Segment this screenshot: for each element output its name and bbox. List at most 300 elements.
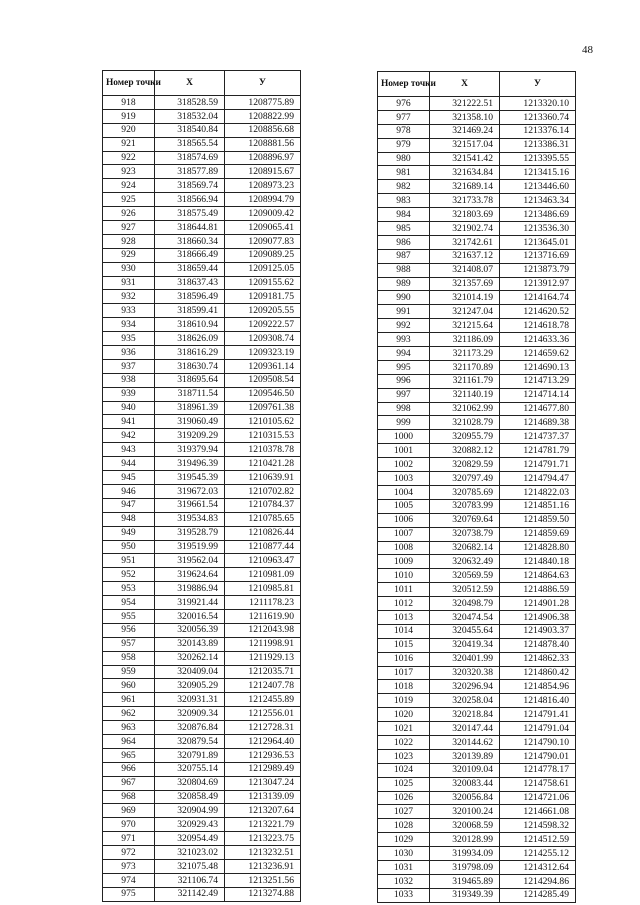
point-number-cell: 971 (103, 832, 155, 846)
y-coordinate-cell: 1214864.63 (500, 569, 576, 583)
point-number-cell: 967 (103, 776, 155, 790)
x-coordinate-cell: 320569.59 (430, 569, 500, 583)
y-coordinate-cell: 1209205.55 (225, 304, 301, 318)
x-coordinate-cell: 319519.99 (155, 540, 225, 554)
x-coordinate-cell: 320738.79 (430, 527, 500, 541)
point-number-cell: 1028 (378, 819, 430, 833)
point-number-cell: 958 (103, 651, 155, 665)
point-number-cell: 969 (103, 804, 155, 818)
y-coordinate-cell: 1213047.24 (225, 776, 301, 790)
y-coordinate-cell: 1213207.64 (225, 804, 301, 818)
table-row (378, 652, 576, 666)
y-coordinate-cell: 1209323.19 (225, 346, 301, 360)
x-coordinate-cell: 319496.39 (155, 457, 225, 471)
table-row (103, 554, 301, 568)
x-coordinate-cell: 319934.09 (430, 847, 500, 861)
point-number-cell: 1024 (378, 763, 430, 777)
table-row (378, 583, 576, 597)
point-number-cell: 985 (378, 222, 430, 236)
table-row (378, 458, 576, 472)
page-number: 48 (582, 44, 593, 56)
table-row (103, 832, 301, 846)
point-number-cell: 1022 (378, 735, 430, 749)
point-number-cell: 982 (378, 180, 430, 194)
table-row (103, 262, 301, 276)
x-coordinate-cell: 321075.48 (155, 859, 225, 873)
y-coordinate-cell: 1214901.28 (500, 597, 576, 611)
x-coordinate-cell: 320144.62 (430, 735, 500, 749)
x-coordinate-cell: 321408.07 (430, 263, 500, 277)
table-row (103, 887, 301, 901)
point-number-cell: 949 (103, 526, 155, 540)
point-number-cell: 952 (103, 568, 155, 582)
y-coordinate-cell: 1213716.69 (500, 249, 576, 263)
x-coordinate-cell: 320909.34 (155, 707, 225, 721)
x-coordinate-cell: 319921.44 (155, 596, 225, 610)
x-coordinate-cell: 320682.14 (430, 541, 500, 555)
y-coordinate-cell: 1208822.99 (225, 109, 301, 123)
table-header-row (103, 71, 301, 96)
point-number-cell: 942 (103, 429, 155, 443)
point-number-cell: 1016 (378, 652, 430, 666)
y-coordinate-cell: 1210378.78 (225, 443, 301, 457)
x-coordinate-cell: 321215.64 (430, 319, 500, 333)
table-row (103, 165, 301, 179)
point-number-cell: 1023 (378, 749, 430, 763)
table-row (103, 540, 301, 554)
y-coordinate-cell: 1211619.90 (225, 609, 301, 623)
x-coordinate-cell: 318961.39 (155, 401, 225, 415)
table-row (378, 374, 576, 388)
x-coordinate-cell: 320904.99 (155, 804, 225, 818)
table-row (378, 555, 576, 569)
x-coordinate-cell: 320258.04 (430, 694, 500, 708)
point-number-cell: 962 (103, 707, 155, 721)
table-row (103, 623, 301, 637)
x-coordinate-cell: 320882.12 (430, 444, 500, 458)
x-coordinate-cell: 318626.09 (155, 332, 225, 346)
table-row (378, 805, 576, 819)
x-coordinate-cell: 320632.49 (430, 555, 500, 569)
x-coordinate-cell: 320512.59 (430, 583, 500, 597)
y-coordinate-cell: 1208775.89 (225, 96, 301, 110)
table-row (103, 748, 301, 762)
x-coordinate-cell: 318596.49 (155, 290, 225, 304)
y-coordinate-cell: 1212964.40 (225, 734, 301, 748)
x-coordinate-cell: 321173.29 (430, 347, 500, 361)
point-number-cell: 960 (103, 679, 155, 693)
y-coordinate-cell: 1210985.81 (225, 582, 301, 596)
y-coordinate-cell: 1214790.01 (500, 749, 576, 763)
y-coordinate-cell: 1214781.79 (500, 444, 576, 458)
x-coordinate-cell: 320139.89 (430, 749, 500, 763)
y-coordinate-cell: 1214285.49 (500, 888, 576, 902)
y-coordinate-cell: 1210315.53 (225, 429, 301, 443)
point-number-cell: 994 (378, 347, 430, 361)
y-coordinate-cell: 1213446.60 (500, 180, 576, 194)
header-point-number: Номер точки (103, 71, 155, 96)
y-coordinate-cell: 1214816.40 (500, 694, 576, 708)
y-coordinate-cell: 1210639.91 (225, 471, 301, 485)
table-row (378, 277, 576, 291)
x-coordinate-cell: 319798.09 (430, 860, 500, 874)
y-coordinate-cell: 1213223.75 (225, 832, 301, 846)
y-coordinate-cell: 1213320.10 (500, 97, 576, 111)
x-coordinate-cell: 320262.14 (155, 651, 225, 665)
x-coordinate-cell: 318695.64 (155, 373, 225, 387)
table-row (378, 360, 576, 374)
x-coordinate-cell: 319528.79 (155, 526, 225, 540)
y-coordinate-cell: 1209361.14 (225, 359, 301, 373)
x-coordinate-cell: 320858.49 (155, 790, 225, 804)
y-coordinate-cell: 1214737.37 (500, 430, 576, 444)
table-row (103, 651, 301, 665)
x-coordinate-cell: 319624.64 (155, 568, 225, 582)
table-row (103, 804, 301, 818)
y-coordinate-cell: 1210105.62 (225, 415, 301, 429)
coordinates-table-right (377, 71, 576, 903)
table-row (103, 248, 301, 262)
table-row (103, 818, 301, 832)
x-coordinate-cell: 320143.89 (155, 637, 225, 651)
table-row (103, 498, 301, 512)
point-number-cell: 1001 (378, 444, 430, 458)
point-number-cell: 956 (103, 623, 155, 637)
y-coordinate-cell: 1209508.54 (225, 373, 301, 387)
table-row (103, 415, 301, 429)
point-number-cell: 924 (103, 179, 155, 193)
point-number-cell: 939 (103, 387, 155, 401)
table-row (378, 180, 576, 194)
y-coordinate-cell: 1214689.38 (500, 416, 576, 430)
y-coordinate-cell: 1210784.37 (225, 498, 301, 512)
table-row (378, 263, 576, 277)
table-row (103, 332, 301, 346)
y-coordinate-cell: 1214690.13 (500, 360, 576, 374)
x-coordinate-cell: 320100.24 (430, 805, 500, 819)
x-coordinate-cell: 320320.38 (430, 666, 500, 680)
table-row (103, 109, 301, 123)
y-coordinate-cell: 1214791.41 (500, 708, 576, 722)
y-coordinate-cell: 1212556.01 (225, 707, 301, 721)
point-number-cell: 988 (378, 263, 430, 277)
table-row (103, 693, 301, 707)
x-coordinate-cell: 320296.94 (430, 680, 500, 694)
point-number-cell: 1029 (378, 833, 430, 847)
x-coordinate-cell: 318616.29 (155, 346, 225, 360)
y-coordinate-cell: 1213873.79 (500, 263, 576, 277)
x-coordinate-cell: 318577.89 (155, 165, 225, 179)
table-row (378, 208, 576, 222)
x-coordinate-cell: 321803.69 (430, 208, 500, 222)
x-coordinate-cell: 320783.99 (430, 499, 500, 513)
x-coordinate-cell: 318644.81 (155, 221, 225, 235)
point-number-cell: 991 (378, 305, 430, 319)
y-coordinate-cell: 1214860.42 (500, 666, 576, 680)
y-coordinate-cell: 1211998.91 (225, 637, 301, 651)
point-number-cell: 926 (103, 207, 155, 221)
x-coordinate-cell: 318610.94 (155, 318, 225, 332)
point-number-cell: 946 (103, 484, 155, 498)
table-row (103, 429, 301, 443)
point-number-cell: 931 (103, 276, 155, 290)
point-number-cell: 973 (103, 859, 155, 873)
y-coordinate-cell: 1210702.82 (225, 484, 301, 498)
table-row (103, 276, 301, 290)
point-number-cell: 970 (103, 818, 155, 832)
point-number-cell: 965 (103, 748, 155, 762)
y-coordinate-cell: 1209077.83 (225, 234, 301, 248)
x-coordinate-cell: 321062.99 (430, 402, 500, 416)
x-coordinate-cell: 320955.79 (430, 430, 500, 444)
point-number-cell: 1003 (378, 472, 430, 486)
point-number-cell: 947 (103, 498, 155, 512)
x-coordinate-cell: 320455.64 (430, 624, 500, 638)
y-coordinate-cell: 1210963.47 (225, 554, 301, 568)
x-coordinate-cell: 319886.94 (155, 582, 225, 596)
point-number-cell: 927 (103, 221, 155, 235)
point-number-cell: 1004 (378, 485, 430, 499)
point-number-cell: 979 (378, 138, 430, 152)
y-coordinate-cell: 1214862.33 (500, 652, 576, 666)
table-row (378, 333, 576, 347)
y-coordinate-cell: 1212989.49 (225, 762, 301, 776)
y-coordinate-cell: 1210877.44 (225, 540, 301, 554)
point-number-cell: 1021 (378, 722, 430, 736)
y-coordinate-cell: 1213386.31 (500, 138, 576, 152)
x-coordinate-cell: 320419.34 (430, 638, 500, 652)
y-coordinate-cell: 1214854.96 (500, 680, 576, 694)
y-coordinate-cell: 1209181.75 (225, 290, 301, 304)
table-row (103, 609, 301, 623)
table-row (378, 860, 576, 874)
x-coordinate-cell: 318574.69 (155, 151, 225, 165)
table-row (103, 846, 301, 860)
y-coordinate-cell: 1214659.62 (500, 347, 576, 361)
point-number-cell: 981 (378, 166, 430, 180)
point-number-cell: 1014 (378, 624, 430, 638)
x-coordinate-cell: 320109.04 (430, 763, 500, 777)
y-coordinate-cell: 1213395.55 (500, 152, 576, 166)
x-coordinate-cell: 318711.54 (155, 387, 225, 401)
x-coordinate-cell: 319562.04 (155, 554, 225, 568)
table-row (378, 722, 576, 736)
point-number-cell: 948 (103, 512, 155, 526)
y-coordinate-cell: 1210421.28 (225, 457, 301, 471)
table-row (378, 833, 576, 847)
y-coordinate-cell: 1214851.16 (500, 499, 576, 513)
y-coordinate-cell: 1208915.67 (225, 165, 301, 179)
header-x: Х (155, 71, 225, 96)
table-row (103, 707, 301, 721)
y-coordinate-cell: 1213536.30 (500, 222, 576, 236)
y-coordinate-cell: 1214633.36 (500, 333, 576, 347)
y-coordinate-cell: 1214878.40 (500, 638, 576, 652)
table-row (378, 166, 576, 180)
x-coordinate-cell: 319534.83 (155, 512, 225, 526)
table-row (103, 304, 301, 318)
y-coordinate-cell: 1214255.12 (500, 847, 576, 861)
y-coordinate-cell: 1209065.41 (225, 221, 301, 235)
point-number-cell: 987 (378, 249, 430, 263)
x-coordinate-cell: 320797.49 (430, 472, 500, 486)
x-coordinate-cell: 318575.49 (155, 207, 225, 221)
x-coordinate-cell: 320785.69 (430, 485, 500, 499)
point-number-cell: 1005 (378, 499, 430, 513)
table-row (103, 790, 301, 804)
header-x: Х (430, 72, 500, 97)
x-coordinate-cell: 321541.42 (430, 152, 500, 166)
header-y: У (500, 72, 576, 97)
y-coordinate-cell: 1208896.97 (225, 151, 301, 165)
y-coordinate-cell: 1214822.03 (500, 485, 576, 499)
table-row (378, 749, 576, 763)
y-coordinate-cell: 1212407.78 (225, 679, 301, 693)
point-number-cell: 1026 (378, 791, 430, 805)
y-coordinate-cell: 1211178.23 (225, 596, 301, 610)
table-row (103, 137, 301, 151)
point-number-cell: 934 (103, 318, 155, 332)
point-number-cell: 978 (378, 124, 430, 138)
table-row (378, 319, 576, 333)
point-number-cell: 990 (378, 291, 430, 305)
x-coordinate-cell: 318666.49 (155, 248, 225, 262)
point-number-cell: 919 (103, 109, 155, 123)
point-number-cell: 1025 (378, 777, 430, 791)
table-header-row (378, 72, 576, 97)
y-coordinate-cell: 1214661.08 (500, 805, 576, 819)
point-number-cell: 998 (378, 402, 430, 416)
y-coordinate-cell: 1209125.05 (225, 262, 301, 276)
point-number-cell: 1011 (378, 583, 430, 597)
table-row (103, 734, 301, 748)
table-row (378, 305, 576, 319)
table-row (378, 847, 576, 861)
point-number-cell: 972 (103, 846, 155, 860)
point-number-cell: 1008 (378, 541, 430, 555)
y-coordinate-cell: 1213251.56 (225, 873, 301, 887)
x-coordinate-cell: 320056.39 (155, 623, 225, 637)
y-coordinate-cell: 1213360.74 (500, 110, 576, 124)
point-number-cell: 993 (378, 333, 430, 347)
point-number-cell: 961 (103, 693, 155, 707)
x-coordinate-cell: 320016.54 (155, 609, 225, 623)
table-row (103, 401, 301, 415)
x-coordinate-cell: 319545.39 (155, 471, 225, 485)
table-row (378, 610, 576, 624)
y-coordinate-cell: 1213232.51 (225, 846, 301, 860)
point-number-cell: 1017 (378, 666, 430, 680)
x-coordinate-cell: 320128.99 (430, 833, 500, 847)
point-number-cell: 945 (103, 471, 155, 485)
table-row (378, 194, 576, 208)
y-coordinate-cell: 1213139.09 (225, 790, 301, 804)
table-row (103, 207, 301, 221)
y-coordinate-cell: 1214620.52 (500, 305, 576, 319)
x-coordinate-cell: 320905.29 (155, 679, 225, 693)
table-row (378, 874, 576, 888)
point-number-cell: 955 (103, 609, 155, 623)
point-number-cell: 921 (103, 137, 155, 151)
x-coordinate-cell: 318528.59 (155, 96, 225, 110)
x-coordinate-cell: 320056.84 (430, 791, 500, 805)
x-coordinate-cell: 320147.44 (430, 722, 500, 736)
x-coordinate-cell: 320409.04 (155, 665, 225, 679)
table-row (378, 819, 576, 833)
x-coordinate-cell: 318599.41 (155, 304, 225, 318)
point-number-cell: 996 (378, 374, 430, 388)
x-coordinate-cell: 319661.54 (155, 498, 225, 512)
table-row (103, 346, 301, 360)
y-coordinate-cell: 1214714.14 (500, 388, 576, 402)
y-coordinate-cell: 1214790.10 (500, 735, 576, 749)
point-number-cell: 1027 (378, 805, 430, 819)
point-number-cell: 959 (103, 665, 155, 679)
point-number-cell: 997 (378, 388, 430, 402)
y-coordinate-cell: 1210981.09 (225, 568, 301, 582)
point-number-cell: 932 (103, 290, 155, 304)
point-number-cell: 1009 (378, 555, 430, 569)
point-number-cell: 1013 (378, 610, 430, 624)
x-coordinate-cell: 318565.54 (155, 137, 225, 151)
point-number-cell: 950 (103, 540, 155, 554)
point-number-cell: 930 (103, 262, 155, 276)
point-number-cell: 999 (378, 416, 430, 430)
table-row (103, 637, 301, 651)
table-row (103, 96, 301, 110)
x-coordinate-cell: 320068.59 (430, 819, 500, 833)
point-number-cell: 1000 (378, 430, 430, 444)
y-coordinate-cell: 1214721.06 (500, 791, 576, 805)
y-coordinate-cell: 1214677.80 (500, 402, 576, 416)
point-number-cell: 975 (103, 887, 155, 901)
y-coordinate-cell: 1210826.44 (225, 526, 301, 540)
table-body-left (103, 96, 301, 902)
x-coordinate-cell: 321106.74 (155, 873, 225, 887)
point-number-cell: 1031 (378, 860, 430, 874)
y-coordinate-cell: 1214828.80 (500, 541, 576, 555)
point-number-cell: 980 (378, 152, 430, 166)
point-number-cell: 933 (103, 304, 155, 318)
point-number-cell: 936 (103, 346, 155, 360)
x-coordinate-cell: 321357.69 (430, 277, 500, 291)
x-coordinate-cell: 321186.09 (430, 333, 500, 347)
table-row (378, 597, 576, 611)
x-coordinate-cell: 319465.89 (430, 874, 500, 888)
y-coordinate-cell: 1213486.69 (500, 208, 576, 222)
header-point-number: Номер точки (378, 72, 430, 97)
x-coordinate-cell: 318532.04 (155, 109, 225, 123)
y-coordinate-cell: 1214859.50 (500, 513, 576, 527)
point-number-cell: 1032 (378, 874, 430, 888)
table-row (103, 234, 301, 248)
point-number-cell: 928 (103, 234, 155, 248)
x-coordinate-cell: 321023.02 (155, 846, 225, 860)
table-row (378, 680, 576, 694)
table-row (378, 472, 576, 486)
x-coordinate-cell: 320929.43 (155, 818, 225, 832)
table-row (103, 512, 301, 526)
point-number-cell: 935 (103, 332, 155, 346)
table-row (103, 151, 301, 165)
table-row (103, 123, 301, 137)
y-coordinate-cell: 1214312.64 (500, 860, 576, 874)
point-number-cell: 1010 (378, 569, 430, 583)
point-number-cell: 964 (103, 734, 155, 748)
x-coordinate-cell: 320401.99 (430, 652, 500, 666)
y-coordinate-cell: 1214906.38 (500, 610, 576, 624)
y-coordinate-cell: 1213236.91 (225, 859, 301, 873)
